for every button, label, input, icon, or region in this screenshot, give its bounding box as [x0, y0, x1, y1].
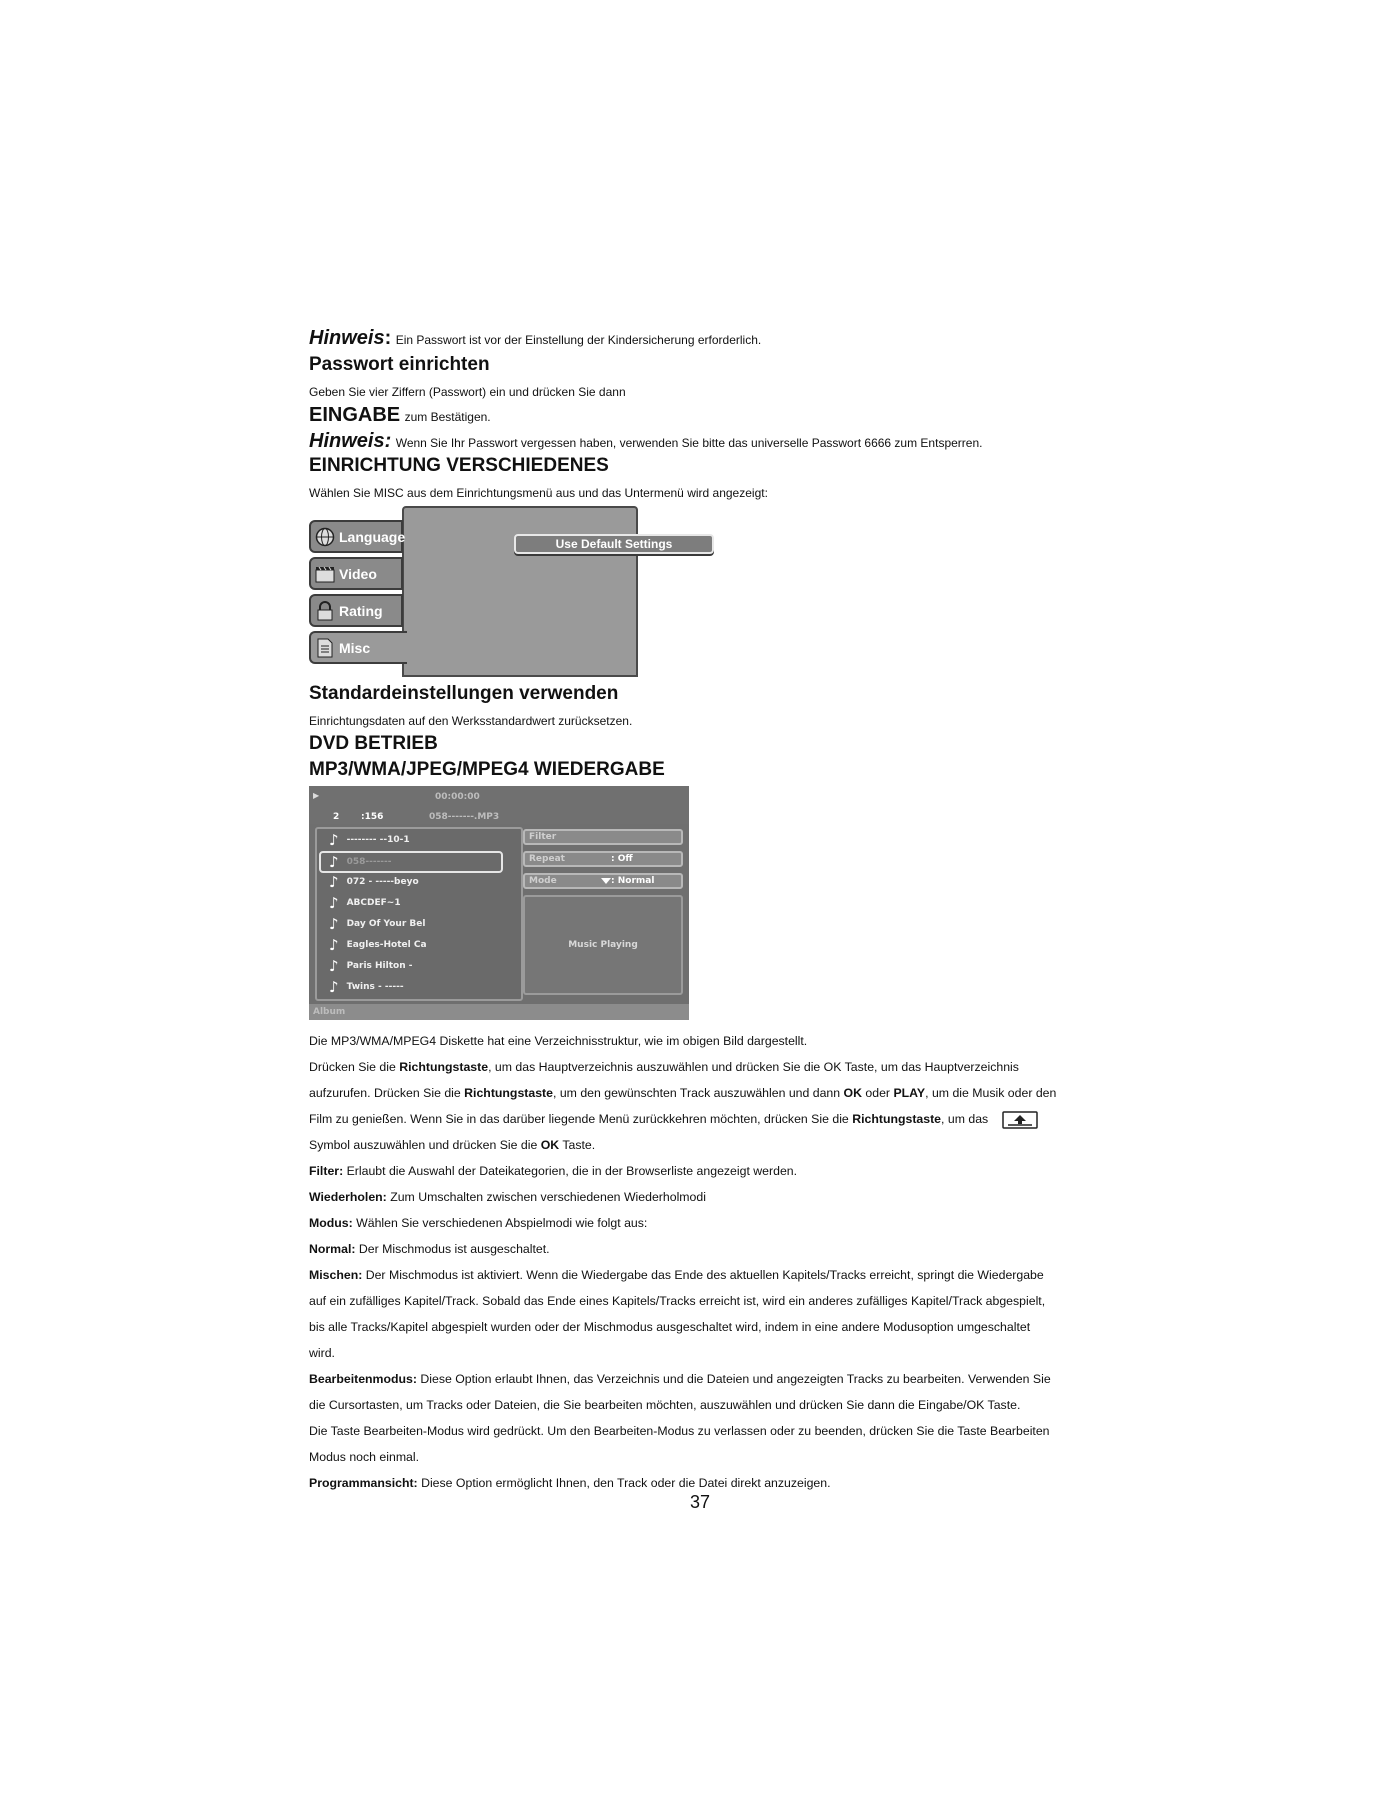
normal-description: Normal: Der Mischmodus ist ausgeschaltet.	[309, 1242, 550, 1257]
paragraph-directory: Die MP3/WMA/MPEG4 Diskette hat eine Verzeichnisstruktur, wie im obigen Bild dargestellt.	[309, 1034, 808, 1049]
manual-page	[309, 326, 1099, 1496]
playback-status: Music Playing	[523, 895, 683, 995]
list-item[interactable]: ♪ 058-------	[329, 853, 392, 872]
paragraph-line: Modus noch einmal.	[309, 1450, 420, 1465]
repeat-description: Wiederholen: Zum Umschalten zwischen verschiedenen Wiederholmodi	[309, 1190, 706, 1205]
note-label: Hinweis:	[309, 430, 392, 453]
tab-video[interactable]: Video	[309, 557, 403, 590]
filter-option[interactable]: Filter	[523, 829, 683, 845]
music-note-icon: ♪	[329, 936, 339, 955]
player-info-bar	[309, 786, 689, 824]
tab-rating[interactable]: Rating	[309, 594, 403, 627]
repeat-option[interactable]: Repeat : Off	[523, 851, 683, 867]
mode-description: Modus: Wählen Sie verschiedenen Abspielmodi wie folgt aus:	[309, 1216, 648, 1231]
note-text: Ein Passwort ist vor der Einstellung der Kindersicherung erforderlich.	[395, 333, 762, 347]
elapsed-time: 00:00:00	[435, 792, 480, 803]
paragraph-line: Die Taste Bearbeiten-Modus wird gedrückt. Um den Bearbeiten-Modus zu verlassen oder zu beenden, drücken Sie die Taste Bearbeiten	[309, 1424, 1050, 1439]
enter-key: EINGABE	[309, 404, 401, 427]
paragraph-line: Film zu genießen. Wenn Sie in das darüber liegende Menü zurückkehren möchten, drücken Sie die Richtungstaste, um das	[309, 1106, 1099, 1132]
paragraph-line: Drücken Sie die Richtungstaste, um das Hauptverzeichnis auszuwählen und drücken Sie die OK Taste, um das Hauptverzeichnis	[309, 1060, 1019, 1075]
music-note-icon: ♪	[329, 957, 339, 976]
use-default-settings-button[interactable]: Use Default Settings	[514, 534, 714, 554]
play-icon: ▶	[313, 791, 320, 801]
program-description: Programmansicht: Diese Option ermöglicht Ihnen, den Track oder die Datei direkt anzuzeigen.	[309, 1476, 831, 1491]
paragraph-line: Symbol auszuwählen und drücken Sie die OK Taste.	[309, 1138, 596, 1153]
filter-description: Filter: Erlaubt die Auswahl der Dateikategorien, die in der Browserliste angezeigt werden.	[309, 1164, 798, 1179]
music-note-icon: ♪	[329, 894, 339, 913]
note-forgot-password	[309, 429, 1099, 453]
enter-line	[309, 403, 1099, 427]
list-item[interactable]: ♪ Day Of Your Bel	[329, 915, 426, 934]
tab-language[interactable]: Language	[309, 520, 403, 553]
heading-dvd: DVD BETRIEB	[309, 732, 438, 754]
current-file: 058-------.MP3	[429, 812, 500, 823]
paragraph-line: auf ein zufälliges Kapitel/Track. Sobald das Ende eines Kapitels/Tracks erreicht ist, wird ein anderes zufälliges Kapitel/Track abgespielt,	[309, 1294, 1046, 1309]
password-instruction: Geben Sie vier Ziffern (Passwort) ein und drücken Sie dann	[309, 384, 626, 399]
paragraph-line: aufzurufen. Drücken Sie die Richtungstaste, um den gewünschten Track auszuwählen und dann OK oder PLAY, um die Musik oder den	[309, 1086, 1057, 1101]
music-note-icon: ♪	[329, 915, 339, 934]
globe-icon	[315, 527, 335, 547]
list-item[interactable]: ♪ Eagles-Hotel Ca	[329, 936, 427, 955]
player-options	[523, 827, 685, 997]
lock-icon	[315, 601, 335, 621]
document-icon	[315, 638, 335, 658]
heading-password: Passwort einrichten	[309, 354, 490, 375]
music-note-icon: ♪	[329, 831, 339, 850]
defaults-text: Einrichtungsdaten auf den Werksstandardwert zurücksetzen.	[309, 714, 633, 729]
heading-playback: MP3/WMA/JPEG/MPEG4 WIEDERGABE	[309, 759, 665, 781]
paragraph-line: wird.	[309, 1346, 335, 1361]
media-player-screenshot	[309, 786, 689, 1020]
edit-description: Bearbeitenmodus: Diese Option erlaubt Ihnen, das Verzeichnis und die Dateien und angezeigten Tracks zu bearbeiten. Verwenden Sie	[309, 1372, 1051, 1387]
setup-menu-screenshot	[309, 506, 673, 675]
music-note-icon: ♪	[329, 978, 339, 997]
shuffle-description: Mischen: Der Mischmodus ist aktiviert. Wenn die Wiedergabe das Ende des aktuellen Kapitels/Tracks erreicht, springt die Wiedergabe	[309, 1268, 1044, 1283]
mode-option[interactable]: Mode : Normal	[523, 873, 683, 889]
paragraph-line: die Cursortasten, um Tracks oder Dateien, die Sie bearbeiten möchten, auszuwählen und drücken Sie dann die Eingabe/OK Taste.	[309, 1398, 1021, 1413]
track-total: :156	[361, 812, 384, 823]
enter-text: zum Bestätigen.	[404, 410, 491, 425]
list-item[interactable]: ♪ 072 - -----beyo	[329, 873, 419, 892]
heading-misc: EINRICHTUNG VERSCHIEDENES	[309, 455, 609, 477]
music-note-icon: ♪	[329, 873, 339, 892]
page-number: 37	[689, 1492, 711, 1512]
note-password-required: Hinweis: Ein Passwort ist vor der Einstellung der Kindersicherung erforderlich.	[309, 327, 762, 349]
track-list	[315, 827, 523, 1001]
clapperboard-icon	[315, 564, 335, 584]
list-item[interactable]: ♪ Twins - -----	[329, 978, 404, 997]
paragraph-line: bis alle Tracks/Kapitel abgespielt wurden oder der Mischmodus ausgeschaltet wird, indem in eine andere Modusoption umgeschaltet	[309, 1320, 1031, 1335]
tab-misc[interactable]: Misc	[309, 631, 407, 664]
list-item[interactable]: ♪ ABCDEF~1	[329, 894, 401, 913]
heading-defaults: Standardeinstellungen verwenden	[309, 683, 619, 705]
list-item[interactable]: ♪ -------- --10-1	[329, 831, 410, 850]
up-directory-icon	[1002, 1111, 1038, 1129]
player-footer: Album	[309, 1004, 689, 1020]
misc-instruction: Wählen Sie MISC aus dem Einrichtungsmenü aus und das Untermenü wird angezeigt:	[309, 485, 768, 500]
setup-panel	[402, 506, 673, 677]
music-note-icon: ♪	[329, 853, 339, 872]
note-label: Hinweis	[309, 327, 385, 349]
track-index: 2	[333, 812, 340, 823]
note-text: Wenn Sie Ihr Passwort vergessen haben, verwenden Sie bitte das universelle Passwort 6666 zum Entsperren.	[395, 436, 983, 451]
list-item[interactable]: ♪ Paris Hilton -	[329, 957, 413, 976]
chevron-down-icon	[601, 878, 611, 884]
